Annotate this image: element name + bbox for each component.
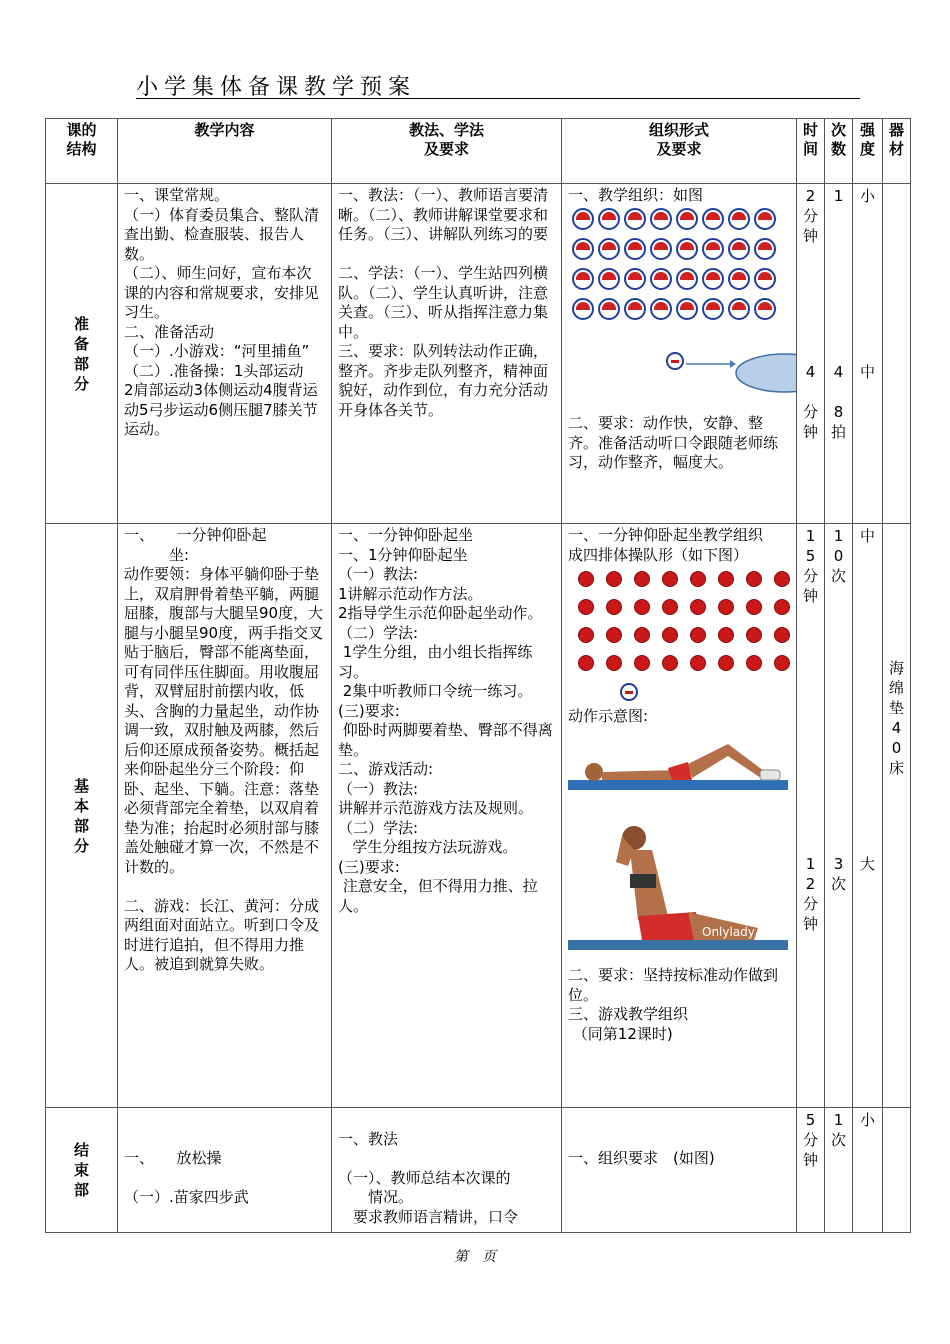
main-equipment: 海 绵 垫 4 0 床 [888, 659, 904, 777]
prep-method: 一、教法：（一）、教师语言要清晰。（二）、教师讲解课堂要求和任务。（三）、讲解队列练习的要 二、学法：（一）、学生站四列横队。（二）、学生认真听讲，注意关查。（三）、听从指挥注意力集中。 三、要求：队列转法动作正确，整齐。齐步走队列整齐，精神面貌好，动作到位，有力充分活动开身体各关节。 [338, 186, 549, 419]
header-row [46, 119, 911, 184]
prep-org-title: 一、教学组织：如图 [568, 186, 704, 204]
main-row [46, 524, 911, 1108]
situp-sitting-illustration [568, 816, 788, 966]
title-underline [136, 98, 860, 99]
prep-label: 准 备 部 分 [73, 314, 89, 393]
end-count: 1 次 [830, 1111, 846, 1149]
end-org: 一、组织要求 (如图) [568, 1149, 715, 1167]
header-intensity: 强 度 [859, 121, 875, 158]
main-label: 基 本 部 分 [73, 776, 89, 855]
header-organization: 组织形式 及要求 [648, 121, 709, 158]
end-label: 结 束 部 [73, 1141, 89, 1199]
prep-time-1: 2 分 钟 [802, 187, 818, 245]
header-equipment: 器 材 [888, 121, 904, 158]
header-structure: 课的 结构 [66, 121, 97, 158]
main-content: 动作要领：身体平躺仰卧于垫上，双肩胛骨着垫平躺，两腿屈膝，腹部与大腿呈90度，大腿与小腿呈90度，两手指交叉贴于脑后，臀部不能离垫面，可有同伴压住脚面。用收腹屈背，双臂屈肘前摆内收，低头、含胸的力量起坐，动作协调一致，双肘触及两膝，然后后仰还原成预备姿势。概括起来仰卧起坐分三个阶段：仰卧、起坐、下躺。注意：落垫必须背部完全着垫，以双肩着垫为准；抬起时必须肘部与膝盖处触碰才算一次，不然是不计数的。 二、游戏：长江、黄河：分成两组面对面站立。听到口令及时进行追拍，但不得用力推人。被追到就算失败。 [124, 565, 324, 973]
page-footer: 第 页 [454, 1249, 496, 1265]
net-ellipse [734, 352, 797, 394]
prep-count-2: 4 8 拍 [830, 363, 846, 441]
end-intensity: 小 [859, 1111, 875, 1129]
prep-formation [568, 208, 790, 320]
image-watermark: Onlylady [702, 925, 755, 939]
main-formation [568, 571, 790, 671]
prep-count-1: 1 [833, 187, 844, 205]
header-content: 教学内容 [194, 121, 255, 139]
main-content-title: 一、 一分钟仰卧起 坐: [124, 526, 267, 564]
situp-lying-illustration [568, 730, 788, 806]
prep-row [46, 184, 911, 524]
prep-content: 一、课堂常规。 （一）体育委员集合、整队清查出勤、检查服装、报告人数。 （二）、师生问好，宣布本次课的内容和常规要求，安排见习生。 二、准备活动 （一）.小游戏：“河里捕鱼” （二）.准备操：1头部运动 2肩部运动3体侧运动4腹背运动5弓步运动6侧压腿7膝关节运动。 [124, 186, 320, 438]
header-time: 时 间 [802, 121, 818, 158]
header-method: 教法、学法 及要求 [408, 121, 484, 158]
main-org-title: 一、一分钟仰卧起坐教学组织 成四排体操队形（如下图） [568, 526, 764, 564]
main-intensity-1: 中 [859, 527, 875, 545]
main-count-1: 1 0 次 [830, 527, 846, 585]
main-intensity-2: 大 [859, 855, 875, 873]
end-content: 一、 放松操 （一）.苗家四步武 [124, 1149, 249, 1206]
lesson-plan-table [45, 118, 911, 1233]
teacher-marker-icon [620, 683, 638, 701]
main-count-2: 3 次 [830, 855, 846, 893]
main-time-2: 1 2 分 钟 [802, 855, 818, 933]
prep-org-requirement: 二、要求：动作快，安静、整齐。准备活动听口令跟随老师练习，动作整齐，幅度大。 [568, 414, 779, 471]
arrow-icon [686, 358, 736, 370]
end-row [46, 1108, 911, 1233]
main-method: 一、一分钟仰卧起坐 一、1分钟仰卧起坐 （一）教法: 1讲解示范动作方法。 2指导学生示范仰卧起坐动作。 （二）学法: 1学生分组，由小组长指挥练习。 2集中听教师口令统一练习。 (三)要求: 仰卧时两脚要着垫、臀部不得离垫。 二、游戏活动: （一）教法: 讲解并示范游戏方法及规则。 （二）学法: 学生分组按方法玩游戏。 (三)要求: 注意安全，但不得用力推、拉人。 [338, 526, 553, 915]
main-time-1: 1 5 分 钟 [802, 527, 818, 605]
prep-intensity-2: 中 [859, 363, 875, 381]
prep-time-2: 4 分 钟 [802, 363, 818, 441]
prep-intensity-1: 小 [859, 187, 875, 205]
end-time: 5 分 钟 [802, 1111, 818, 1169]
teacher-marker-icon [666, 352, 684, 370]
header-count: 次 数 [830, 121, 846, 158]
main-org-requirement: 二、要求：坚持按标准动作做到位。 三、游戏教学组织 （同第12课时) [568, 966, 779, 1043]
main-org-demo-label: 动作示意图: [568, 706, 649, 725]
end-method: 一、教法 （一）、教师总结本次课的 情况。 要求教师语言精讲，口令 [338, 1129, 519, 1226]
page-title: 小学集体备课教学预案 [136, 75, 417, 100]
